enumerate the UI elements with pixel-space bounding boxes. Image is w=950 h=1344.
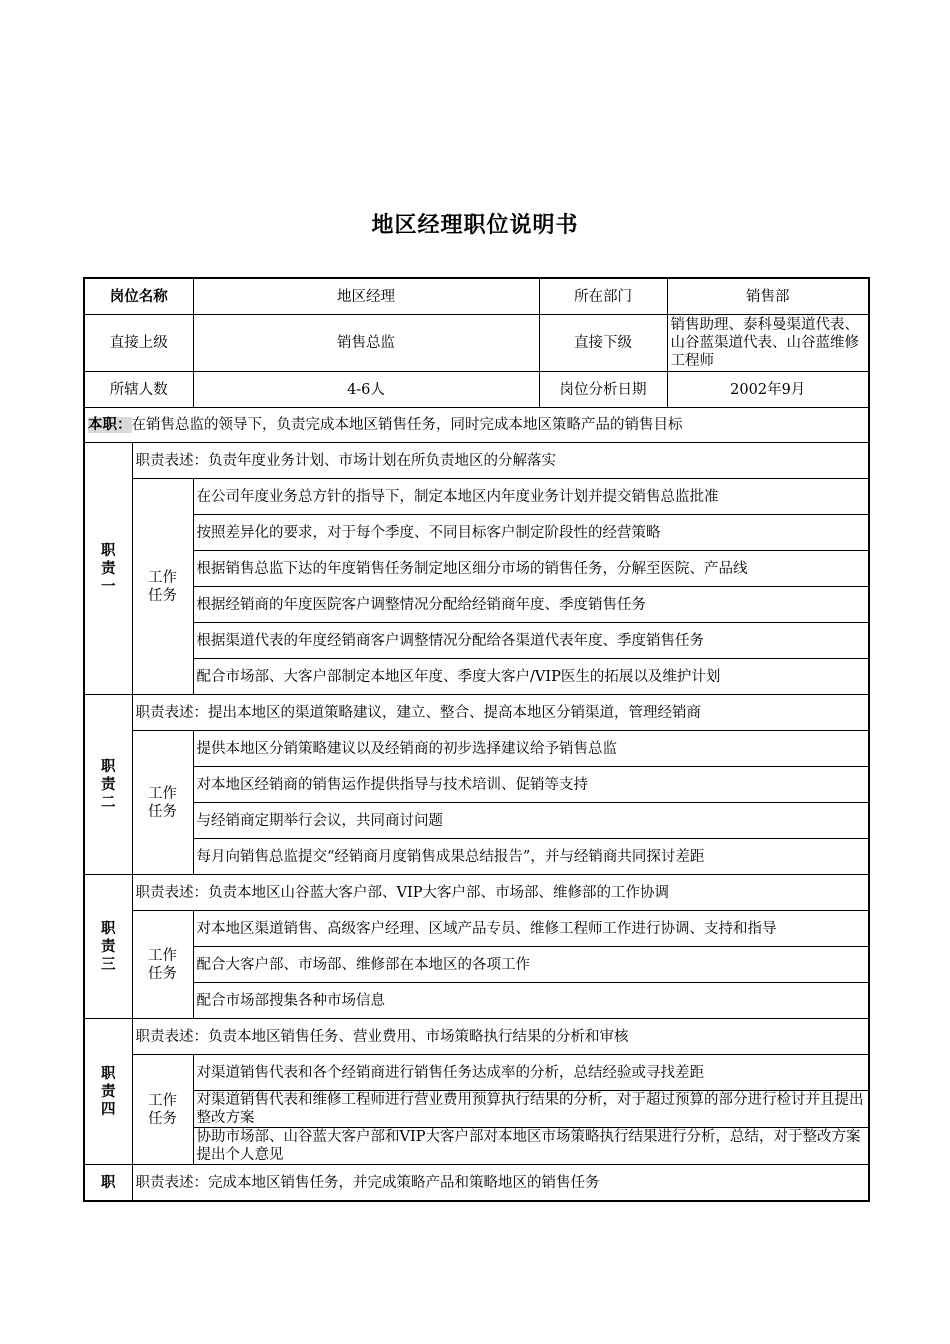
duty-2-label-text: 职责二: [101, 758, 116, 811]
duty-4-task-label: [132, 1055, 193, 1165]
duty-1-label-text: 职责一: [101, 542, 116, 595]
duty-5-label: 职: [84, 1165, 132, 1202]
department-value: 销售部: [667, 278, 869, 315]
duty-3-label-text: 职责三: [101, 920, 116, 973]
duty-2-task-1: 提供本地区分销策略建议以及经销商的初步选择建议给予销售总监: [193, 731, 869, 767]
position-name-label: 岗位名称: [84, 278, 193, 315]
duty-2-task-row: [84, 731, 869, 767]
duty-1-task-row: [84, 623, 869, 659]
duty-4-task-row: [84, 1128, 869, 1165]
duty-1-label: [84, 443, 132, 695]
duty-2-statement: 职责表述：提出本地区的渠道策略建议，建立、整合、提高本地区分销渠道，管理经销商: [132, 695, 869, 731]
benzhi-text: 在销售总监的领导下，负责完成本地区销售任务，同时完成本地区策略产品的销售目标: [131, 417, 683, 433]
analysis-date-value: 2002年9月: [667, 372, 869, 408]
duty-2-task-2: 对本地区经销商的销售运作提供指导与技术培训、促销等支持: [193, 767, 869, 803]
duty-3-task-row: [84, 983, 869, 1019]
duty-5-statement-row: [84, 1165, 869, 1202]
duty-3-task-2: 配合大客户部、市场部、维修部在本地区的各项工作: [193, 947, 869, 983]
duty-1-task-5: 根据渠道代表的年度经销商客户调整情况分配给各渠道代表年度、季度销售任务: [193, 623, 869, 659]
duty-4-task-label-text: 工作任务: [148, 1092, 177, 1127]
duty-1-task-2: 按照差异化的要求，对于每个季度、不同目标客户制定阶段性的经营策略: [193, 515, 869, 551]
duty-1-task-row: [84, 515, 869, 551]
duty-2-task-label-text: 工作任务: [148, 785, 177, 820]
duty-3-task-row: [84, 947, 869, 983]
header-row-2: [84, 315, 869, 372]
duty-1-task-row: [84, 659, 869, 695]
duty-3-task-1: 对本地区渠道销售、高级客户经理、区域产品专员、维修工程师工作进行协调、支持和指导: [193, 911, 869, 947]
duty-1-task-6: 配合市场部、大客户部制定本地区年度、季度大客户/VIP医生的拓展以及维护计划: [193, 659, 869, 695]
benzhi-cell: [84, 408, 869, 443]
duty-3-label: [84, 875, 132, 1019]
duty-2-label: [84, 695, 132, 875]
benzhi-label: 本职：: [88, 417, 132, 433]
headcount-label: 所辖人数: [84, 372, 193, 408]
duty-1-task-1: 在公司年度业务总方针的指导下，制定本地区内年度业务计划并提交销售总监批准: [193, 479, 869, 515]
duty-1-task-row: [84, 587, 869, 623]
benzhi-row: [84, 408, 869, 443]
duty-2-task-row: [84, 767, 869, 803]
duty-2-statement-row: [84, 695, 869, 731]
duty-1-task-row: [84, 551, 869, 587]
duty-2-task-4: 每月向销售总监提交“经销商月度销售成果总结报告”，并与经销商共同探讨差距: [193, 839, 869, 875]
header-row-1: [84, 278, 869, 315]
duty-3-statement-row: [84, 875, 869, 911]
duty-1-task-label-text: 工作任务: [148, 569, 177, 604]
duty-1-statement-row: [84, 443, 869, 479]
duty-1-task-label: [132, 479, 193, 695]
duty-3-task-label-text: 工作任务: [148, 947, 177, 982]
duty-5-statement: 职责表述：完成本地区销售任务，并完成策略产品和策略地区的销售任务: [132, 1165, 869, 1202]
analysis-date-label: 岗位分析日期: [539, 372, 667, 408]
duty-4-task-row: [84, 1091, 869, 1128]
duty-1-task-3: 根据销售总监下达的年度销售任务制定地区细分市场的销售任务，分解至医院、产品线: [193, 551, 869, 587]
duty-1-statement: 职责表述：负责年度业务计划、市场计划在所负责地区的分解落实: [132, 443, 869, 479]
duty-2-task-row: [84, 839, 869, 875]
duty-4-task-row: [84, 1055, 869, 1091]
subordinate-label: 直接下级: [539, 315, 667, 372]
duty-4-task-3: 协助市场部、山谷蓝大客户部和VIP大客户部对本地区市场策略执行结果进行分析，总结，对于整改方案提出个人意见: [193, 1128, 869, 1165]
duty-4-statement: 职责表述：负责本地区销售任务、营业费用、市场策略执行结果的分析和审核: [132, 1019, 869, 1055]
duty-3-statement: 职责表述：负责本地区山谷蓝大客户部、VIP大客户部、市场部、维修部的工作协调: [132, 875, 869, 911]
duty-3-task-row: [84, 911, 869, 947]
document-title: 地区经理职位说明书: [371, 213, 579, 238]
duty-3-task-label: [132, 911, 193, 1019]
job-description-table: [83, 277, 870, 1202]
department-label: 所在部门: [539, 278, 667, 315]
duty-4-label: [84, 1019, 132, 1165]
duty-1-task-row: [84, 479, 869, 515]
duty-2-task-3: 与经销商定期举行会议，共同商讨问题: [193, 803, 869, 839]
superior-value: 销售总监: [193, 315, 539, 372]
duty-4-label-text: 职责四: [101, 1065, 116, 1118]
duty-1-task-4: 根据经销商的年度医院客户调整情况分配给经销商年度、季度销售任务: [193, 587, 869, 623]
duty-2-task-row: [84, 803, 869, 839]
duty-3-task-3: 配合市场部搜集各种市场信息: [193, 983, 869, 1019]
superior-label: 直接上级: [84, 315, 193, 372]
header-row-3: [84, 372, 869, 408]
duty-4-task-2: 对渠道销售代表和维修工程师进行营业费用预算执行结果的分析，对于超过预算的部分进行检讨并且提出整改方案: [193, 1091, 869, 1128]
headcount-value: 4-6人: [193, 372, 539, 408]
subordinate-value: 销售助理、泰科曼渠道代表、山谷蓝渠道代表、山谷蓝维修工程师: [667, 315, 869, 372]
duty-2-task-label: [132, 731, 193, 875]
position-name-value: 地区经理: [193, 278, 539, 315]
duty-4-task-1: 对渠道销售代表和各个经销商进行销售任务达成率的分析，总结经验或寻找差距: [193, 1055, 869, 1091]
duty-4-statement-row: [84, 1019, 869, 1055]
